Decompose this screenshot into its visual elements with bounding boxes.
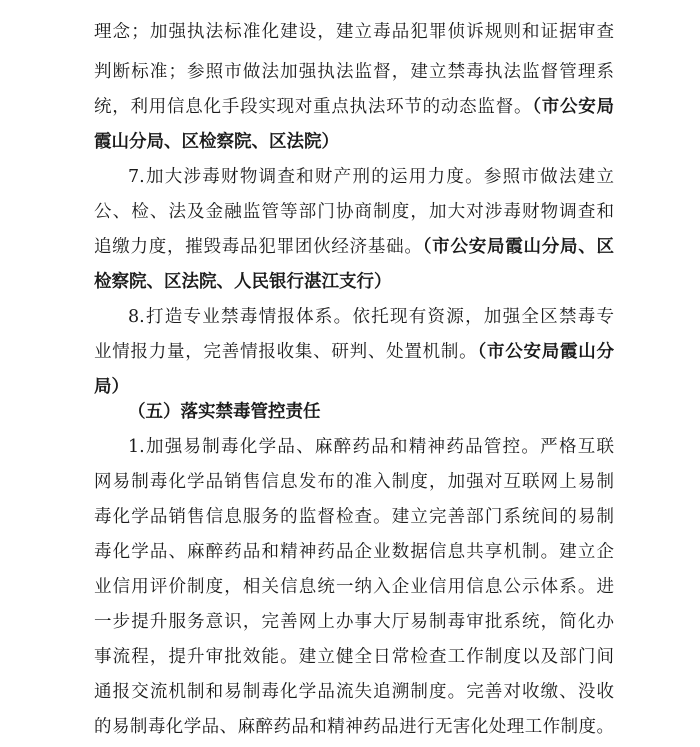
section-heading-text: （五）落实禁毒管控责任: [128, 402, 321, 422]
text-run: 通报交流机制和易制毒化学品流失追溯制度。完善对收缴、没收: [94, 682, 614, 702]
text-run: 判断标准；参照市做法加强执法监督，建立禁毒执法监督管理系: [94, 62, 614, 82]
paragraph-line: [128, 302, 614, 332]
paragraph-line: [94, 467, 614, 497]
text-run: 1.加强易制毒化学品、麻醉药品和精神药品管控。严格互联: [128, 437, 614, 457]
responsible-units: 局）: [94, 377, 129, 397]
text-run: 事流程，提升审批效能。建立健全日常检查工作制度以及部门间: [94, 647, 614, 667]
paragraph-line: [94, 232, 614, 262]
text-run: 业情报力量，完善情报收集、研判、处置机制。: [94, 342, 478, 362]
text-run: 网易制毒化学品销售信息发布的准入制度，加强对互联网上易制: [94, 472, 614, 492]
text-run: 毒化学品、麻醉药品和精神药品企业数据信息共享机制。建立企: [94, 542, 614, 562]
responsible-units: （市公安局霞山分: [477, 342, 614, 362]
responsible-units: 检察院、区法院、人民银行湛江支行）: [94, 272, 392, 292]
paragraph-line: [128, 432, 614, 462]
text-run: 的易制毒化学品、麻醉药品和精神药品进行无害化处理工作制度。: [94, 717, 614, 737]
paragraph-line: [94, 607, 614, 637]
text-run: 8.打造专业禁毒情报体系。依托现有资源，加强全区禁毒专: [128, 307, 614, 327]
text-run: 追缴力度，摧毁毒品犯罪团伙经济基础。: [94, 237, 423, 257]
paragraph-line: [94, 197, 614, 227]
section-heading: [128, 397, 614, 427]
responsible-units: （市公安局: [532, 97, 615, 117]
paragraph-line: [94, 127, 614, 157]
paragraph-line: [94, 642, 614, 672]
text-run: 7.加大涉毒财物调查和财产刑的运用力度。参照市做法建立: [128, 167, 614, 187]
text-run: 业信用评价制度，相关信息统一纳入企业信用信息公示体系。进: [94, 577, 614, 597]
paragraph-line: [94, 502, 614, 532]
text-run: 毒化学品销售信息服务的监督检查。建立完善部门系统间的易制: [94, 507, 614, 527]
paragraph-line: [94, 712, 614, 742]
paragraph-line: [128, 162, 614, 192]
paragraph-line: [94, 57, 614, 87]
responsible-units: （市公安局霞山分局、区: [422, 237, 615, 257]
paragraph-line: [94, 677, 614, 707]
paragraph-line: [94, 572, 614, 602]
paragraph-line: [94, 17, 614, 47]
paragraph-line: [94, 267, 614, 297]
text-run: 统，利用信息化手段实现对重点执法环节的动态监督。: [94, 97, 533, 117]
responsible-units: 霞山分局、区检察院、区法院）: [94, 132, 339, 152]
paragraph-line: [94, 92, 614, 122]
paragraph-line: [94, 337, 614, 367]
text-run: 公、检、法及金融监管等部门协商制度，加大对涉毒财物调查和: [94, 202, 614, 222]
paragraph-line: [94, 537, 614, 567]
text-run: 一步提升服务意识，完善网上办事大厅易制毒审批系统，简化办: [94, 612, 614, 632]
text-run: 理念；加强执法标准化建设，建立毒品犯罪侦诉规则和证据审查: [94, 22, 614, 42]
